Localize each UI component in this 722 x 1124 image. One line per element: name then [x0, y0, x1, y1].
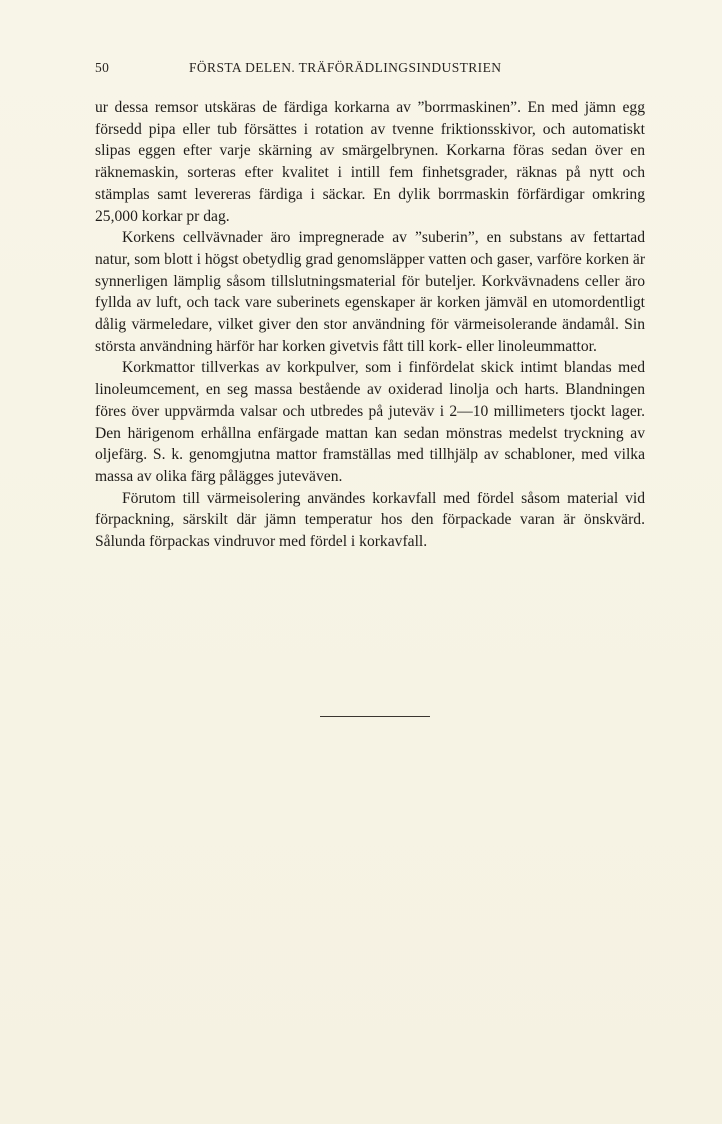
chapter-title: FÖRSTA DELEN. TRÄFÖRÄDLINGSINDUSTRIEN: [189, 60, 502, 75]
page-number: 50: [95, 60, 110, 75]
body-text: [95, 97, 645, 553]
paragraph: Förutom till värmeisolering användes korkavfall med fördel såsom material vid förpackning, särskilt där jämn temperatur hos den förpackade varan är önskvärd. Sålunda förpackas vindruvor med fördel i korkavfall.: [95, 489, 645, 551]
paragraph: Korkmattor tillverkas av korkpulver, som i finfördelat skick intimt blandas med linoleumcement, en seg massa bestående av oxiderad linolja och harts. Blandningen föres över uppvärmda valsar och utbredes på juteväv i 2—10 millimeters tjockt lager. Den härigenom erhållna enfärgade mattan kan sedan mönstras medelst tryckning av oljefärg. S. k. genomgjutna mattor framställas med tillhjälp av schabloner, med vilka massa av olika färg pålägges juteväven.: [95, 359, 645, 485]
paragraph: ur dessa remsor utskäras de färdiga korkarna av ”borrmaskinen”. En med jämn egg försedd pipa eller tub försättes i rotation av tvenne friktionsskivor, och automatiskt slipas eggen efter varje skärning av smärgelbrynen. Korkarna föras sedan över en räknemaskin, sorteras efter kvalitet i intill fem finhetsgrader, räknas på nytt och stämplas samt levereras färdiga i säckar. En dylik borrmaskin förfärdigar omkring 25,000 korkar pr dag.: [95, 99, 645, 225]
paragraph: Korkens cellvävnader äro impregnerade av ”suberin”, en substans av fettartad natur, som blott i högst obetydlig grad genomsläpper vatten och gaser, varföre korken är synnerligen lämplig såsom tillslutningsmaterial för buteljer. Korkvävnadens celler äro fyllda av luft, och tack vare suberinets egenskaper är korken jämväl en utomordentligt dålig värmeledare, vilket giver den stor användning för värmeisolerande ändamål. Sin största användning härför har korken givetvis fått till kork- eller linoleummattor.: [95, 229, 646, 355]
section-end-rule: [320, 716, 430, 717]
